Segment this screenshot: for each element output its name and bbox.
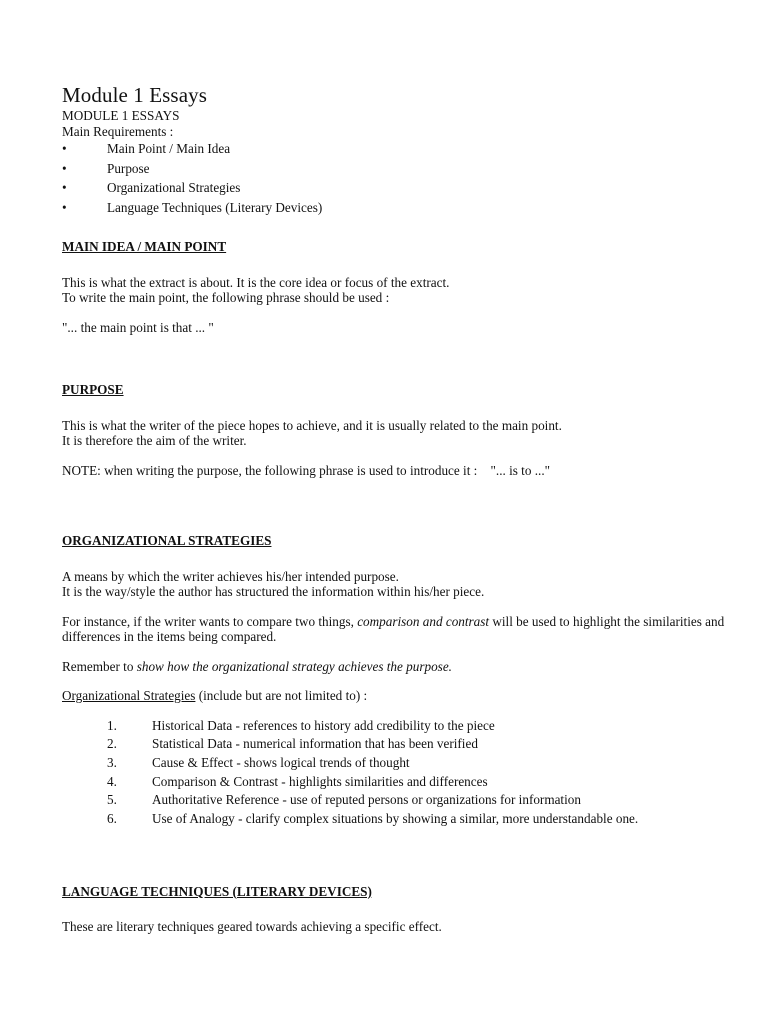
page-title: Module 1 Essays [62,83,207,107]
list-item [62,791,742,810]
org-strategies-list-intro [62,688,742,704]
document-page [62,82,742,935]
bullet-icon: • [62,180,67,195]
purpose-line-1: This is what the writer of the piece hopes to achieve, and it is usually related to the main point. [62,417,562,433]
list-item-text: Comparison & Contrast - highlights similarities and differences [152,773,488,789]
example-suffix: will be used to highlight the similarities and differences in the items being compared. [62,613,725,644]
org-strategies-heading: ORGANIZATIONAL STRATEGIES [62,533,272,548]
list-item-text: Main Point / Main Idea [107,141,231,156]
list-number: 1. [107,717,117,733]
list-item [62,754,742,773]
list-item-text: Purpose [107,160,150,176]
list-item [62,735,742,754]
list-intro-underlined: Organizational Strategies [62,688,196,703]
list-number: 6. [107,810,117,826]
requirements-list [62,139,742,217]
purpose-heading: PURPOSE [62,382,124,397]
main-idea-heading: MAIN IDEA / MAIN POINT [62,239,227,254]
main-idea-line-2: To write the main point, the following phrase should be used : [62,290,390,305]
list-item [62,159,742,179]
list-item-text: Use of Analogy - clarify complex situations by showing a similar, more understandable one. [152,810,639,826]
requirements-label: Main Requirements : [62,123,174,139]
list-number: 4. [107,773,117,789]
bullet-icon: • [62,199,67,215]
list-number: 2. [107,736,117,752]
list-item [62,773,742,792]
example-italic: comparison and contrast [357,613,490,629]
bullet-icon: • [62,141,67,156]
list-item [62,717,742,736]
list-item-text: Cause & Effect - shows logical trends of thought [152,754,410,770]
purpose-line-2: It is therefore the aim of the writer. [62,433,247,448]
purpose-note: NOTE: when writing the purpose, the following phrase is used to introduce it : "... is to ..." [62,462,551,478]
bullet-icon: • [62,160,67,176]
remember-italic: show how the organizational strategy achieves the purpose. [136,658,452,674]
list-item [62,810,742,829]
list-item-text: Historical Data - references to history add credibility to the piece [152,717,495,733]
org-strategies-example [62,614,742,645]
remember-prefix: Remember to [62,658,137,674]
language-techniques-heading: LANGUAGE TECHNIQUES (LITERARY DEVICES) [62,883,372,899]
org-strategies-line-1: A means by which the writer achieves his/her intended purpose. [62,568,399,584]
list-item-text: Organizational Strategies [107,180,241,195]
list-item [62,139,742,159]
org-strategies-line-2: It is the way/style the author has structured the information within his/her piece. [62,584,485,599]
list-item [62,178,742,198]
list-item [62,198,742,218]
list-intro-rest: (include but are not limited to) : [195,688,368,703]
main-idea-line-1: This is what the extract is about. It is the core idea or focus of the extract. [62,274,450,290]
page-subtitle: MODULE 1 ESSAYS [62,108,180,123]
list-item-text: Authoritative Reference - use of reputed persons or organizations for information [152,792,581,808]
list-item-text: Language Techniques (Literary Devices) [107,199,323,215]
example-prefix: For instance, if the writer wants to compare two things, [62,613,358,629]
list-item-text: Statistical Data - numerical information that has been verified [152,736,478,752]
strategies-list [62,717,742,829]
language-techniques-line-1: These are literary techniques geared towards achieving a specific effect. [62,919,442,935]
list-number: 5. [107,792,117,808]
main-idea-phrase: "... the main point is that ... " [62,319,214,335]
org-strategies-remember [62,659,742,675]
list-number: 3. [107,754,117,770]
